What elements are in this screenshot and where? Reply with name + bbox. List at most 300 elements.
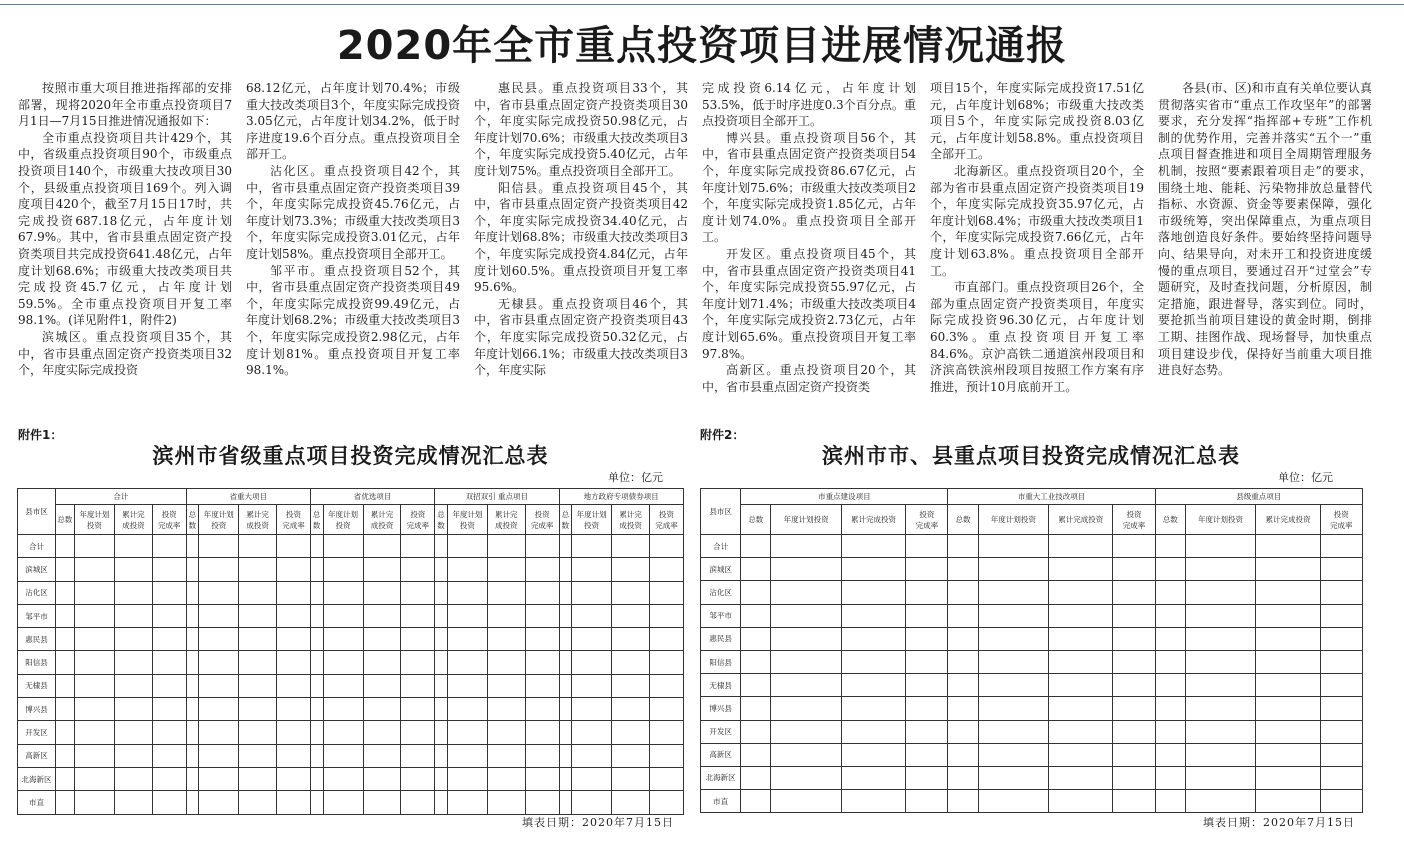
data-cell xyxy=(906,743,948,766)
data-cell xyxy=(948,697,978,720)
header-line: 投资 xyxy=(410,509,426,519)
data-cell xyxy=(363,651,401,674)
rate-header-cell xyxy=(525,505,559,535)
data-cell xyxy=(487,744,525,767)
header-line: 完成率 xyxy=(1330,520,1353,530)
data-cell xyxy=(572,604,612,627)
data-cell xyxy=(741,743,771,766)
county-header-cell: 县市区 xyxy=(701,489,741,535)
data-cell xyxy=(310,628,323,651)
data-cell xyxy=(948,558,978,581)
header-line: 成投资 xyxy=(122,520,145,530)
data-cell xyxy=(948,674,978,697)
data-cell xyxy=(239,674,277,697)
data-cell xyxy=(55,558,74,581)
data-cell xyxy=(74,721,114,744)
data-cell xyxy=(978,766,1048,789)
data-cell xyxy=(650,604,684,627)
data-cell xyxy=(948,604,978,627)
data-cell xyxy=(199,651,239,674)
data-cell xyxy=(1155,790,1185,813)
header-line: 累计完 xyxy=(495,509,518,519)
data-cell xyxy=(1049,558,1113,581)
data-cell xyxy=(277,535,311,558)
data-cell xyxy=(572,767,612,790)
data-cell xyxy=(487,791,525,814)
data-cell xyxy=(55,744,74,767)
data-cell xyxy=(239,628,277,651)
data-cell xyxy=(525,744,559,767)
attachment-2-title: 滨州市市、县重点项目投资完成情况汇总表 xyxy=(822,443,1240,468)
data-cell xyxy=(841,720,905,743)
count-header-cell xyxy=(559,505,572,535)
data-cell xyxy=(447,767,487,790)
data-cell xyxy=(401,604,435,627)
data-cell xyxy=(1185,743,1255,766)
article-paragraph: 完成投资6.14亿元，占年度计划53.5%，低于时序进度0.3个百分点。重点投资项目全部开工。 xyxy=(702,81,916,129)
data-cell xyxy=(906,627,948,650)
data-cell xyxy=(650,767,684,790)
data-cell xyxy=(1049,790,1113,813)
data-cell xyxy=(612,535,650,558)
table-row xyxy=(701,674,1363,697)
data-cell xyxy=(1256,766,1320,789)
data-cell xyxy=(277,581,311,604)
data-cell xyxy=(841,650,905,673)
data-cell xyxy=(525,651,559,674)
data-cell xyxy=(1155,650,1185,673)
data-cell xyxy=(572,628,612,651)
data-cell xyxy=(186,721,199,744)
data-cell xyxy=(650,581,684,604)
row-label-cell: 邹平市 xyxy=(701,604,741,627)
header-line: 完成率 xyxy=(915,520,939,530)
data-cell xyxy=(401,628,435,651)
data-cell xyxy=(239,651,277,674)
data-cell xyxy=(447,698,487,721)
data-cell xyxy=(978,535,1048,558)
data-cell xyxy=(323,651,363,674)
row-label-cell: 沾化区 xyxy=(18,581,56,604)
data-cell xyxy=(447,721,487,744)
data-cell xyxy=(841,558,905,581)
header-line: 成投资 xyxy=(246,520,269,530)
data-cell xyxy=(401,535,435,558)
data-cell xyxy=(525,791,559,814)
row-label-cell: 高新区 xyxy=(701,743,741,766)
data-cell xyxy=(199,674,239,697)
data-cell xyxy=(74,604,114,627)
data-cell xyxy=(114,674,152,697)
article-column-1 xyxy=(18,80,232,420)
header-line: 总 xyxy=(312,509,321,519)
attachment-1-label: 附件1： xyxy=(18,428,63,442)
data-cell xyxy=(572,744,612,767)
data-cell xyxy=(401,767,435,790)
data-cell xyxy=(978,558,1048,581)
data-cell xyxy=(363,767,401,790)
group-header-cell: 双招双引 重点项目 xyxy=(435,489,559,505)
data-cell xyxy=(1049,720,1113,743)
row-label-cell: 阳信县 xyxy=(701,650,741,673)
data-cell xyxy=(771,581,841,604)
table-row xyxy=(18,721,684,744)
data-cell xyxy=(1155,627,1185,650)
count-header-cell: 总数 xyxy=(948,505,978,535)
data-cell xyxy=(487,698,525,721)
data-cell xyxy=(906,790,948,813)
rate-header-cell xyxy=(277,505,311,535)
data-cell xyxy=(363,721,401,744)
top-rule xyxy=(0,4,1404,5)
data-cell xyxy=(559,651,572,674)
data-cell xyxy=(559,628,572,651)
data-cell xyxy=(1320,790,1362,813)
row-label-cell: 合计 xyxy=(18,535,56,558)
data-cell xyxy=(1320,535,1362,558)
data-cell xyxy=(199,581,239,604)
data-cell xyxy=(114,744,152,767)
data-cell xyxy=(401,698,435,721)
header-line: 累计完 xyxy=(370,509,394,519)
header-line: 完成率 xyxy=(282,520,305,530)
data-cell xyxy=(1320,720,1362,743)
attachment-2-unit: 单位：亿元 xyxy=(1278,471,1333,484)
count-header-cell: 总数 xyxy=(55,505,74,535)
data-cell xyxy=(650,674,684,697)
data-cell xyxy=(525,721,559,744)
data-cell xyxy=(239,721,277,744)
header-line: 累计完 xyxy=(246,509,269,519)
data-cell xyxy=(152,651,186,674)
count-header-cell xyxy=(186,505,199,535)
header-line: 年度计划 xyxy=(203,509,234,519)
data-cell xyxy=(1113,720,1155,743)
header-line: 成投资 xyxy=(619,520,642,530)
header-line: 总 xyxy=(561,509,570,519)
data-cell xyxy=(323,698,363,721)
data-cell xyxy=(1049,766,1113,789)
done-header-cell xyxy=(114,505,152,535)
plan-header-cell xyxy=(323,505,363,535)
table-row xyxy=(701,558,1363,581)
data-cell xyxy=(559,698,572,721)
data-cell xyxy=(114,628,152,651)
data-cell xyxy=(74,767,114,790)
data-cell xyxy=(487,628,525,651)
plan-header-cell: 年度计划投资 xyxy=(978,505,1048,535)
row-label-cell: 博兴县 xyxy=(18,698,56,721)
header-line: 年度计划 xyxy=(79,509,110,519)
data-cell xyxy=(771,627,841,650)
data-cell xyxy=(323,604,363,627)
article-column-6 xyxy=(1158,80,1372,420)
data-cell xyxy=(239,744,277,767)
done-header-cell xyxy=(239,505,277,535)
data-cell xyxy=(1185,674,1255,697)
data-cell xyxy=(841,604,905,627)
article-paragraph: 北海新区。重点投资项目20个，全部为省市县重点固定资产投资类项目19个，年度实际完成投资35.97亿元，占年度计划68.4%；市级重大技改类项目1个，年度实际完成投资7.66亿元，占年度计划63.8%。重点投资项目全部开工。 xyxy=(930,163,1144,278)
data-cell xyxy=(239,558,277,581)
data-cell xyxy=(948,627,978,650)
data-cell xyxy=(612,628,650,651)
data-cell xyxy=(741,535,771,558)
data-cell xyxy=(186,604,199,627)
data-cell xyxy=(1049,535,1113,558)
table-row xyxy=(701,697,1363,720)
data-cell xyxy=(741,766,771,789)
data-cell xyxy=(1155,674,1185,697)
data-cell xyxy=(55,791,74,814)
data-cell xyxy=(572,651,612,674)
data-cell xyxy=(1256,674,1320,697)
plan-header-cell xyxy=(199,505,239,535)
data-cell xyxy=(323,558,363,581)
data-cell xyxy=(1113,650,1155,673)
attachment-2-table xyxy=(700,488,1363,813)
data-cell xyxy=(186,698,199,721)
data-cell xyxy=(74,628,114,651)
data-cell xyxy=(771,674,841,697)
data-cell xyxy=(152,698,186,721)
header-line: 完成率 xyxy=(655,520,678,530)
data-cell xyxy=(1320,766,1362,789)
data-cell xyxy=(363,535,401,558)
article-paragraph: 按照市重大项目推进指挥部的安排部署，现将2020年全市重点投资项目7月1日—7月15日推进情况通报如下： xyxy=(18,81,232,129)
data-cell xyxy=(1049,697,1113,720)
header-line: 投资 xyxy=(286,509,301,519)
header-line: 投资 xyxy=(161,509,177,519)
data-cell xyxy=(74,581,114,604)
data-cell xyxy=(612,581,650,604)
data-cell xyxy=(1185,581,1255,604)
row-label-cell: 开发区 xyxy=(701,720,741,743)
data-cell xyxy=(1185,720,1255,743)
data-cell xyxy=(447,791,487,814)
article-column-5 xyxy=(930,80,1144,420)
data-cell xyxy=(1049,743,1113,766)
data-cell xyxy=(1320,697,1362,720)
data-cell xyxy=(978,650,1048,673)
rate-header-cell xyxy=(1320,505,1362,535)
data-cell xyxy=(771,720,841,743)
data-cell xyxy=(1155,604,1185,627)
data-cell xyxy=(401,721,435,744)
data-cell xyxy=(1256,535,1320,558)
data-cell xyxy=(1113,674,1155,697)
header-line: 投资 xyxy=(459,520,475,530)
data-cell xyxy=(435,674,448,697)
data-cell xyxy=(525,674,559,697)
row-label-cell: 无棣县 xyxy=(701,674,741,697)
data-cell xyxy=(525,767,559,790)
data-cell xyxy=(323,767,363,790)
data-cell xyxy=(650,698,684,721)
data-cell xyxy=(487,581,525,604)
data-cell xyxy=(650,558,684,581)
data-cell xyxy=(741,674,771,697)
count-header-cell: 总数 xyxy=(1155,505,1185,535)
data-cell xyxy=(401,791,435,814)
data-cell xyxy=(741,558,771,581)
data-cell xyxy=(1256,558,1320,581)
data-cell xyxy=(401,558,435,581)
data-cell xyxy=(363,791,401,814)
data-cell xyxy=(310,721,323,744)
data-cell xyxy=(572,581,612,604)
data-cell xyxy=(323,674,363,697)
row-label-cell: 高新区 xyxy=(18,744,56,767)
data-cell xyxy=(741,650,771,673)
data-cell xyxy=(612,744,650,767)
data-cell xyxy=(186,767,199,790)
data-cell xyxy=(978,790,1048,813)
data-cell xyxy=(487,604,525,627)
row-label-cell: 滨城区 xyxy=(701,558,741,581)
data-cell xyxy=(55,674,74,697)
data-cell xyxy=(310,581,323,604)
data-cell xyxy=(1049,604,1113,627)
data-cell xyxy=(74,558,114,581)
data-cell xyxy=(906,674,948,697)
data-cell xyxy=(978,627,1048,650)
data-cell xyxy=(906,581,948,604)
table-row xyxy=(18,651,684,674)
data-cell xyxy=(771,697,841,720)
data-cell xyxy=(525,535,559,558)
row-label-cell: 博兴县 xyxy=(701,697,741,720)
data-cell xyxy=(1155,766,1185,789)
data-cell xyxy=(277,651,311,674)
data-cell xyxy=(401,744,435,767)
data-cell xyxy=(74,698,114,721)
data-cell xyxy=(487,558,525,581)
data-cell xyxy=(435,581,448,604)
data-cell xyxy=(114,535,152,558)
article-paragraph: 全市重点投资项目共计429个，其中，省级重点投资项目90个，市级重点投资项目140个，市级重大技改项目30个，县级重点投资项目169个。列入调度项目420个，截至7月15日17时，共完成投资687.18亿元，占年度计划67.9%。其中，省市县重点固定资产投资类项目共完成投资641.48亿元，占年度计划68.6%；市级重大技改类项目共完成投资45.7亿元，占年度计划59.5%。全市重点投资项目开复工率98.1%。(详见附件1，附件2) xyxy=(18,130,232,328)
data-cell xyxy=(771,604,841,627)
data-cell xyxy=(310,535,323,558)
data-cell xyxy=(435,767,448,790)
data-cell xyxy=(612,721,650,744)
header-line: 成投资 xyxy=(495,520,518,530)
data-cell xyxy=(572,721,612,744)
data-cell xyxy=(310,767,323,790)
data-cell xyxy=(841,674,905,697)
data-cell xyxy=(1113,697,1155,720)
data-cell xyxy=(114,651,152,674)
data-cell xyxy=(401,651,435,674)
data-cell xyxy=(612,767,650,790)
data-cell xyxy=(323,535,363,558)
data-cell xyxy=(55,767,74,790)
data-cell xyxy=(401,581,435,604)
data-cell xyxy=(186,558,199,581)
row-label-cell: 惠民县 xyxy=(18,628,56,651)
page-title: 2020年全市重点投资项目进展情况通报 xyxy=(336,23,1068,69)
data-cell xyxy=(277,791,311,814)
rate-header-cell xyxy=(1113,505,1155,535)
data-cell xyxy=(906,650,948,673)
data-cell xyxy=(447,558,487,581)
data-cell xyxy=(906,535,948,558)
data-cell xyxy=(559,604,572,627)
data-cell xyxy=(1185,604,1255,627)
data-cell xyxy=(948,535,978,558)
group-header-cell: 省优选项目 xyxy=(310,489,434,505)
data-cell xyxy=(55,698,74,721)
data-cell xyxy=(435,721,448,744)
data-cell xyxy=(74,535,114,558)
rate-header-cell xyxy=(401,505,435,535)
article-paragraph: 项目15个，年度实际完成投资17.51亿元，占年度计划68%；市级重大技改类项目5个，年度实际完成投资8.03亿元，占年度计划58.8%。重点投资项目全部开工。 xyxy=(930,81,1144,162)
data-cell xyxy=(906,720,948,743)
table-row xyxy=(701,581,1363,604)
row-label-cell: 无棣县 xyxy=(18,674,56,697)
data-cell xyxy=(978,581,1048,604)
data-cell xyxy=(771,766,841,789)
header-line: 累计完 xyxy=(122,509,145,519)
data-cell xyxy=(948,766,978,789)
data-cell xyxy=(435,698,448,721)
table-row xyxy=(701,650,1363,673)
attachment-1-table xyxy=(17,488,684,815)
data-cell xyxy=(572,535,612,558)
attachment-2-label: 附件2： xyxy=(700,428,745,442)
data-cell xyxy=(841,790,905,813)
data-cell xyxy=(572,698,612,721)
count-header-cell: 总数 xyxy=(741,505,771,535)
table-row xyxy=(701,604,1363,627)
rate-header-cell xyxy=(650,505,684,535)
data-cell xyxy=(1320,581,1362,604)
row-label-cell: 合计 xyxy=(701,535,741,558)
data-cell xyxy=(114,581,152,604)
data-cell xyxy=(487,674,525,697)
data-cell xyxy=(186,581,199,604)
data-cell xyxy=(310,674,323,697)
data-cell xyxy=(841,697,905,720)
header-line: 完成率 xyxy=(157,520,181,530)
data-cell xyxy=(310,558,323,581)
table-row xyxy=(18,698,684,721)
table-row xyxy=(701,627,1363,650)
data-cell xyxy=(978,697,1048,720)
data-cell xyxy=(1320,743,1362,766)
data-cell xyxy=(841,627,905,650)
data-cell xyxy=(650,651,684,674)
data-cell xyxy=(447,581,487,604)
data-cell xyxy=(650,744,684,767)
done-header-cell: 累计完成投资 xyxy=(1256,505,1320,535)
group-header-cell: 合计 xyxy=(55,489,186,505)
data-cell xyxy=(487,651,525,674)
data-cell xyxy=(199,628,239,651)
data-cell xyxy=(199,558,239,581)
data-cell xyxy=(310,791,323,814)
article-paragraph: 阳信县。重点投资项目45个，其中，省市县重点固定资产投资类项目42个，年度实际完成投资34.40亿元，占年度计划68.8%；市级重大技改类项目3个，年度实际完成投资4.84亿元，占年度计划60.5%。重点投资项目开复工率95.6%。 xyxy=(474,180,688,295)
data-cell xyxy=(186,791,199,814)
done-header-cell: 累计完成投资 xyxy=(841,505,905,535)
data-cell xyxy=(363,744,401,767)
data-cell xyxy=(906,697,948,720)
data-cell xyxy=(152,744,186,767)
table-row xyxy=(18,628,684,651)
data-cell xyxy=(363,604,401,627)
data-cell xyxy=(114,721,152,744)
data-cell xyxy=(1049,650,1113,673)
data-cell xyxy=(310,651,323,674)
